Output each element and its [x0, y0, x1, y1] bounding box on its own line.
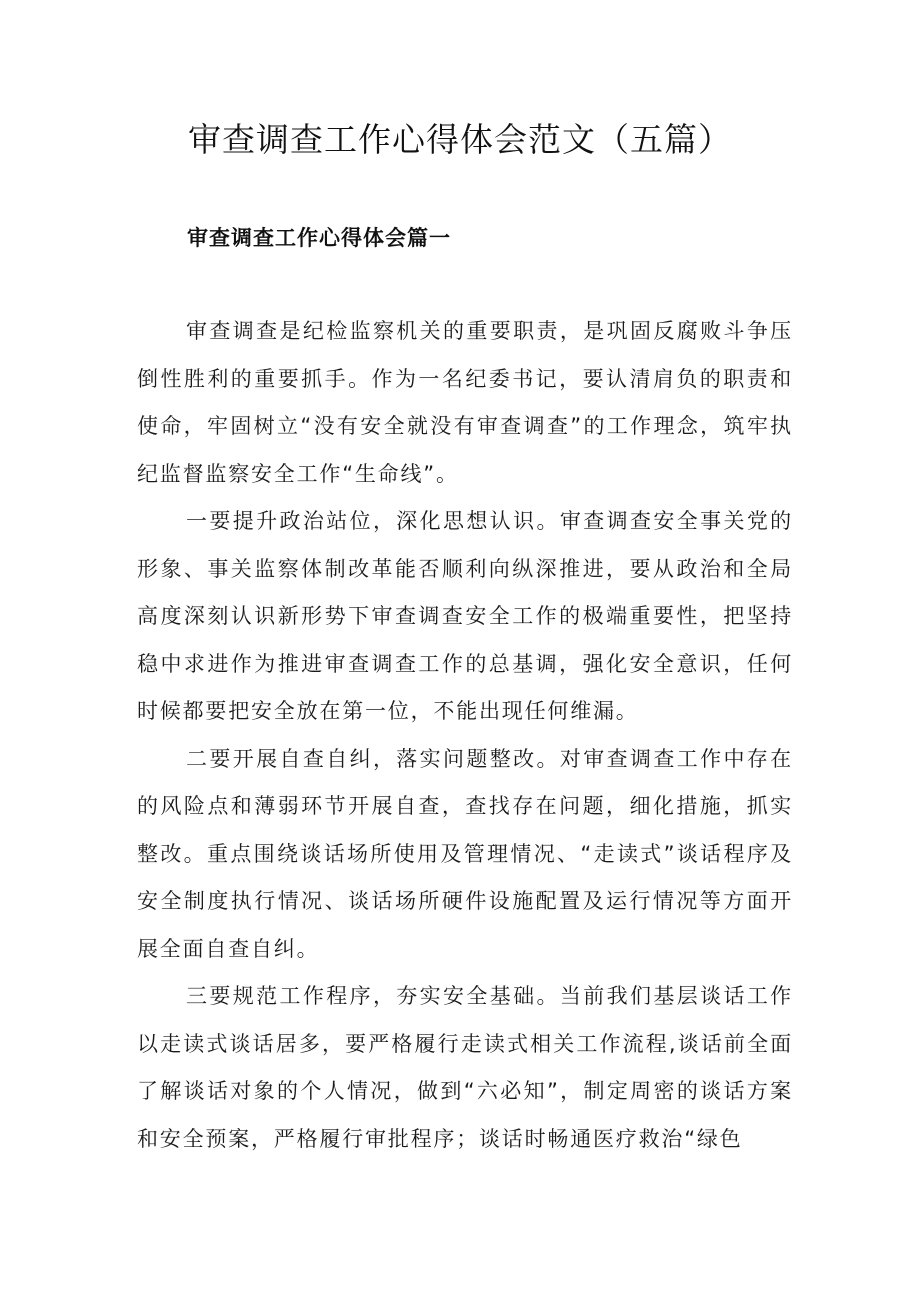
paragraph: 一要提升政治站位，深化思想认识。审查调查安全事关党的形象、事关监察体制改革能否顺利向纵深推进，要从政治和全局高度深刻认识新形势下审查调查安全工作的极端重要性，把坚持稳中求进作为推进审查调查工作的总基调，强化安全意识，任何时候都要把安全放在第一位，不能出现任何维漏。 — [137, 509, 793, 723]
paragraph: 审查调查是纪检监察机关的重要职责，是巩固反腐败斗争压倒性胜利的重要抓手。作为一名纪委书记，要认清肩负的职责和使命，牢固树立“没有安全就没有审查调查”的工作理念，筑牢执纪监督监察安全工作“生命线”。 — [137, 319, 793, 486]
paragraph: 二要开展自查自纠，落实问题整改。对审查调查工作中存在的风险点和薄弱环节开展自查，查找存在问题，细化措施，抓实整改。重点围绕谈话场所使用及管理情况、“走读式”谈话程序及安全制度执行情况、谈话场所硬件设施配置及运行情况等方面开展全面自查自纠。 — [137, 746, 793, 961]
section-heading: 审查调查工作心得体会篇一 — [187, 226, 451, 250]
paragraph: 三要规范工作程序，夯实安全基础。当前我们基层谈话工作以走读式谈话居多，要严格履行走读式相关工作流程,谈话前全面了解谈话对象的个人情况，做到“六必知”，制定周密的谈话方案和安全预案，严格履行审批程序；谈话时畅通医疗救治“绿色 — [137, 984, 793, 1151]
document-body — [137, 308, 793, 1163]
document-title: 审查调查工作心得体会范文（五篇） — [188, 120, 732, 159]
